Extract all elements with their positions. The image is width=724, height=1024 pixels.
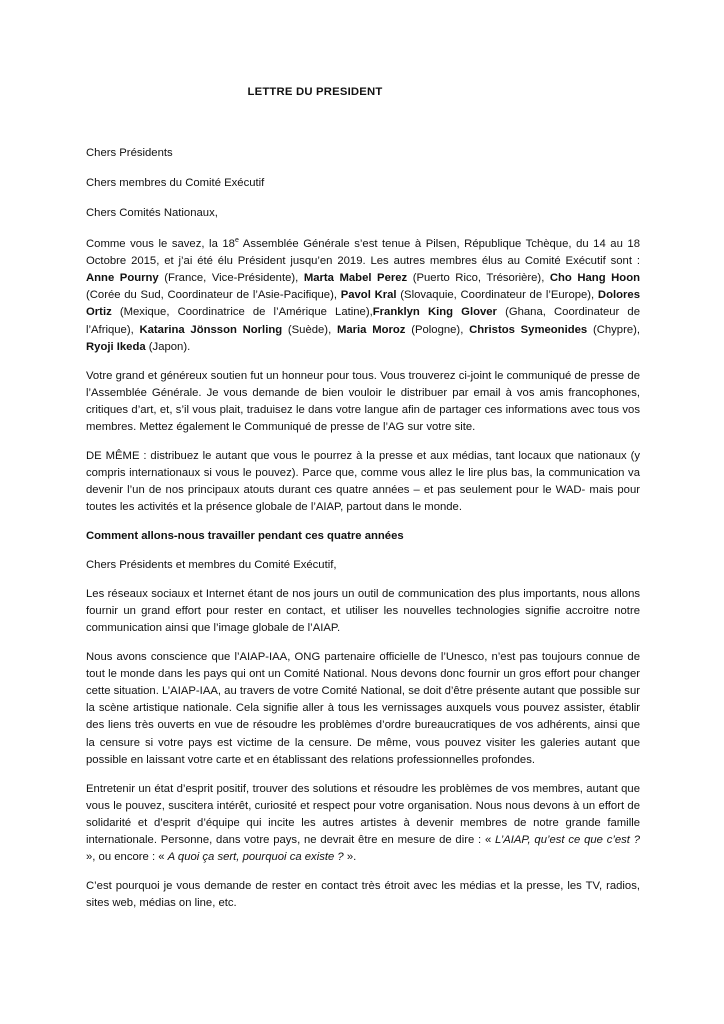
member-name: Marta Mabel Perez	[303, 272, 408, 285]
paragraph-press-release: Votre grand et généreux soutien fut un honneur pour tous. Vous trouverez ci-joint le communiqué de presse de l’Assemblée Générale. Je vous demande de bien vouloir le distribuer par email à vos amis francophones, critiques d’art, et, s’il vous plait, traduisez le dans votre langue afin de partager ces informations avec tous vos membres. Mettez également le Communiqué de presse de l’AG sur votre site.	[86, 369, 640, 434]
salutation-presidents-members: Chers Présidents et membres du Comité Exécutif,	[86, 558, 337, 571]
quote-what-for: A quoi ça sert, pourquoi ca existe ?	[167, 851, 344, 864]
assembly-text-a: Comme vous le savez, la 18	[86, 237, 235, 250]
salutation-national-committees: Chers Comités Nationaux,	[86, 207, 218, 220]
assembly-text-b: Assemblée Générale s’est tenue à Pilsen, République Tchèque, du 14 au 18 Octobre 2015, et j’ai été élu Président jusqu’en 2019. Les autres membres élus au Comité Exécutif sont :	[86, 237, 640, 267]
paragraph-awareness: Nous avons conscience que l’AIAP-IAA, ONG partenaire officielle de l’Unesco, n’est pas toujours connue de tout le monde dans les pays qui ont un Comité National. Nous devons donc fournir un gros effort pour changer cette situation. L’AIAP-IAA, au travers de votre Comité National, se doit d’être présente autant que possible sur la scène artistique nationale. Cela signifie aller à tous les vernissages auxquels vous pouvez assister, établir des liens très ouverts en vue de résoudre les problèmes d’ordre bureaucratiques de vos adhérents, ainsi que la censure si votre pays est victime de la censure. De même, vous pouvez visiter les galeries autant que possible en laissant votre carte et en établissant des relations professionnelles profondes.	[86, 650, 640, 766]
member-name: Dolores Ortiz	[86, 289, 640, 319]
paragraph-assembly	[86, 236, 640, 356]
section-heading-text: Comment allons-nous travailler pendant ces quatre années	[86, 530, 404, 543]
letter-body	[86, 145, 640, 924]
member-role: (Puerto Rico, Trésorière),	[407, 272, 550, 285]
positive-text-b: », ou encore : «	[86, 851, 168, 864]
member-role: (Slovaquie, Coordinateur de l’Europe),	[396, 289, 598, 302]
member-role: (Corée du Sud, Coordinateur de l’Asie-Pacifique),	[86, 289, 341, 302]
letter-title: LETTRE DU PRESIDENT	[247, 86, 383, 98]
salutation-presidents: Chers Présidents	[86, 147, 173, 159]
member-name: Cho Hang Hoon	[549, 272, 641, 285]
positive-text-c: ».	[343, 851, 357, 864]
member-role: (Mexique, Coordinatrice de l’Amérique Latine),	[111, 306, 373, 319]
paragraph-positive-spirit	[86, 781, 640, 867]
member-name: Ryoji Ikeda	[86, 340, 146, 353]
ordinal-superscript: e	[234, 236, 239, 244]
member-name: Franklyn King Glover	[372, 306, 497, 319]
salutation-executive-committee: Chers membres du Comité Exécutif	[86, 177, 265, 190]
paragraph-distribution: DE MÊME : distribuez le autant que vous le pourrez à la presse et aux médias, tant locaux que nationaux (y compris internationaux si vous le pouvez). Parce que, comme vous allez le lire plus bas, la communication va devenir l’un de nos principaux atouts durant ces quatre années – et pas seulement pour le WAD- mais pour toutes les activités et la présence globale de l’AIAP, partout dans le monde.	[86, 449, 640, 514]
member-role: (France, Vice-Présidente),	[158, 272, 304, 285]
member-role: (Chypre),	[587, 323, 641, 336]
member-name: Anne Pourny	[86, 272, 159, 285]
member-name: Katarina Jönsson Norling	[139, 323, 283, 336]
quote-what-is-aiap: L’AIAP, qu’est ce que c’est ?	[495, 834, 640, 847]
member-role: (Japon).	[145, 340, 191, 353]
member-name: Pavol Kral	[340, 289, 397, 302]
member-role: (Pologne),	[405, 323, 470, 336]
member-name: Christos Symeonides	[469, 323, 588, 336]
positive-text-a: Entretenir un état d’esprit positif, trouver des solutions et résoudre les problèmes de vos membres, autant que vous le pouvez, suscitera intérêt, curiosité et respect pour votre organisation. Nous nous devons à un effort de solidarité et d’esprit d’équipe qui incite les autres artistes à devenir membres de notre grande famille internationale. Personne, dans votre pays, ne devrait être en mesure de dire : «	[86, 782, 640, 847]
section-heading	[86, 528, 640, 545]
member-role: (Ghana, Coordinateur de l’Afrique),	[86, 306, 641, 336]
paragraph-social-networks: Les réseaux sociaux et Internet étant de nos jours un outil de communication des plus importants, nous allons fournir un grand effort pour rester en contact, et utiliser les nouvelles technologies signifie accroitre notre communication ainsi que l’image globale de l’AIAP.	[86, 587, 640, 634]
member-role: (Suède),	[282, 323, 337, 336]
member-name: Maria Moroz	[336, 323, 406, 336]
paragraph-media-contact: C’est pourquoi je vous demande de rester en contact très étroit avec les médias et la presse, les TV, radios, sites web, médias on line, etc.	[86, 880, 640, 910]
